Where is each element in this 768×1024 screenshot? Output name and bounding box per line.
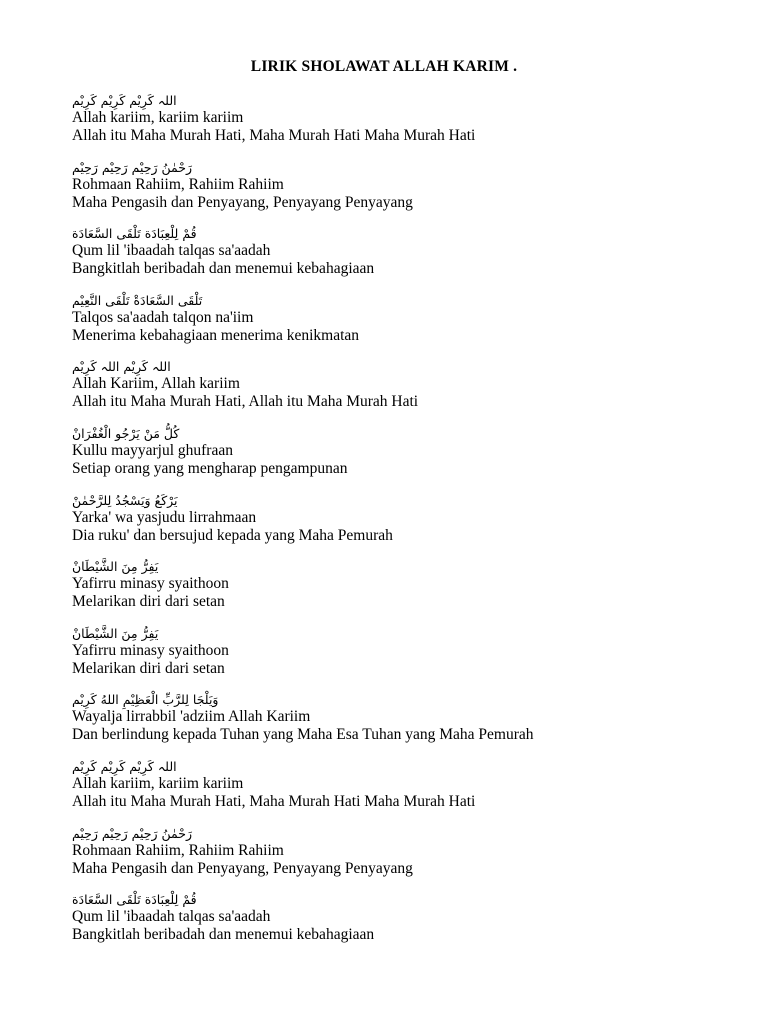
arabic-line: قُمْ لِلْعِبَادَة تَلْقَى السَّعَادَة	[72, 226, 197, 242]
transliteration-line: Allah kariim, kariim kariim	[72, 109, 244, 126]
transliteration-line: Yarka' wa yasjudu lirrahmaan	[72, 508, 257, 526]
arabic-line: يَفِرُّ مِنَ الشَّيْطَانْ	[72, 625, 159, 641]
document-title: LIRIK SHOLAWAT ALLAH KARIM .	[250, 58, 518, 75]
lyric-stanza	[72, 226, 712, 293]
arabic-line: اللہ كَرِيْم كَرِيْم كَرِيْم	[72, 758, 177, 774]
arabic-line: رَحْمٰنُ رَحِيْم رَحِيْم رَحِيْم	[72, 159, 192, 175]
transliteration-line: Wayalja lirrabbil 'adziim Allah Kariim	[72, 708, 311, 726]
transliteration-line: Qum lil 'ibaadah talqas sa'aadah	[72, 242, 271, 260]
lyric-stanza	[72, 160, 712, 227]
transliteration-line: Rohmaan Rahiim, Rahiim Rahiim	[72, 175, 284, 193]
lyric-stanza	[72, 692, 712, 759]
arabic-line: يَفِرُّ مِنَ الشَّيْطَانْ	[72, 559, 159, 575]
lyric-stanza	[72, 826, 712, 893]
lyrics-body	[72, 93, 712, 959]
lyric-stanza	[72, 559, 712, 626]
translation-line: Allah itu Maha Murah Hati, Allah itu Maha Murah Hati	[72, 393, 419, 411]
translation-line: Allah itu Maha Murah Hati, Maha Murah Hati Maha Murah Hati	[72, 792, 476, 810]
lyric-stanza	[72, 359, 712, 426]
transliteration-line: Yafirru minasy syaithoon	[72, 641, 229, 659]
transliteration-line: Yafirru minasy syaithoon	[72, 575, 229, 593]
arabic-line: اللہ كَرِيْم اللہ كَرِيْم	[72, 359, 171, 375]
arabic-line: كُلُّ مَنْ يَرْجُو الْغُفْرَانْ	[72, 425, 180, 441]
translation-line: Bangkitlah beribadah dan menemui kebahagiaan	[72, 926, 375, 944]
translation-line: Maha Pengasih dan Penyayang, Penyayang Penyayang	[72, 859, 413, 877]
lyric-stanza	[72, 493, 712, 560]
transliteration-line: Rohmaan Rahiim, Rahiim Rahiim	[72, 841, 284, 859]
arabic-line: وَيَلْجَا لِلرَّبِّ الْعَظِيْمِ اللهُ كَرِيْم	[72, 692, 219, 708]
translation-line: Allah itu Maha Murah Hati, Maha Murah Hati Maha Murah Hati	[72, 127, 476, 144]
translation-line: Melarikan diri dari setan	[72, 593, 225, 611]
translation-line: Dan berlindung kepada Tuhan yang Maha Esa Tuhan yang Maha Pemurah	[72, 726, 534, 744]
transliteration-line: Kullu mayyarjul ghufraan	[72, 441, 233, 459]
lyric-stanza	[72, 293, 712, 360]
transliteration-line: Allah Kariim, Allah kariim	[72, 375, 240, 393]
arabic-line: رَحْمٰنُ رَحِيْم رَحِيْم رَحِيْم	[72, 825, 192, 841]
arabic-line: اللہ كَرِيْم كَرِيْم كَرِيْم	[72, 93, 177, 108]
translation-line: Maha Pengasih dan Penyayang, Penyayang Penyayang	[72, 193, 413, 211]
arabic-line: تَلْقَى السَّعَادَةْ تَلْقَى النَّعِيْم	[72, 292, 203, 308]
lyric-stanza	[72, 892, 712, 959]
lyric-stanza	[72, 626, 712, 693]
lyric-stanza	[72, 759, 712, 826]
translation-line: Dia ruku' dan bersujud kepada yang Maha Pemurah	[72, 526, 393, 544]
transliteration-line: Qum lil 'ibaadah talqas sa'aadah	[72, 908, 271, 926]
translation-line: Setiap orang yang mengharap pengampunan	[72, 459, 348, 477]
translation-line: Menerima kebahagiaan menerima kenikmatan	[72, 326, 360, 344]
translation-line: Melarikan diri dari setan	[72, 659, 225, 677]
arabic-line: قُمْ لِلْعِبَادَة تَلْقَى السَّعَادَة	[72, 892, 197, 908]
arabic-line: يَرْكَعُ وَيَسْجُدُ لِلرَّحْمٰنْ	[72, 492, 178, 508]
lyric-stanza	[72, 93, 712, 160]
transliteration-line: Allah kariim, kariim kariim	[72, 774, 244, 792]
translation-line: Bangkitlah beribadah dan menemui kebahagiaan	[72, 260, 375, 278]
lyric-stanza	[72, 426, 712, 493]
transliteration-line: Talqos sa'aadah talqon na'iim	[72, 308, 254, 326]
